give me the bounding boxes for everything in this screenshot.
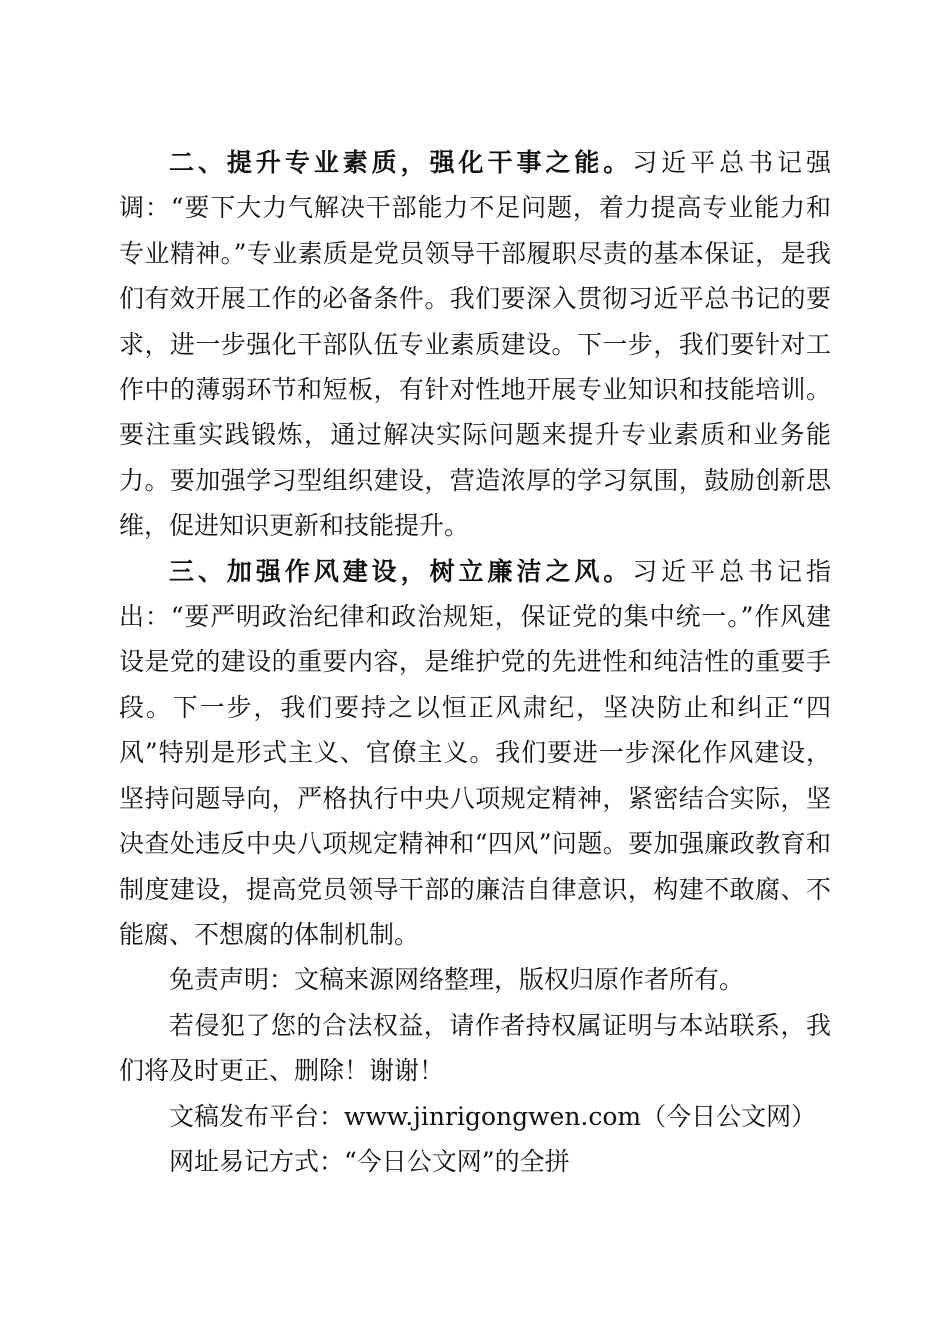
section-heading-two: 二、提升专业素质，强化干事之能。 — [169, 148, 633, 177]
paragraph-work-style — [119, 549, 831, 958]
disclaimer-line: 免责声明：文稿来源网络整理，版权归原作者所有。 — [169, 965, 745, 995]
paragraph-professional-quality — [119, 140, 831, 549]
paragraph-body-three: 习近平总书记指出：“要严明政治纪律和政治规矩，保证党的集中统一。”作风建设是党的建设的重要内容，是维护党的先进性和纯洁性的重要手段。下一步，我们要持之以恒正风肃纪，坚决防止和纠正“四风”特别是形式主义、官僚主义。我们要进一步深化作风建设，坚持问题导向，严格执行中央八项规定精神，紧密结合实际，坚决查处违反中央八项规定精神和“四风”问题。要加强廉政教育和制度建设，提高党员领导干部的廉洁自律意识，构建不敢腐、不能腐、不想腐的体制机制。 — [119, 556, 831, 949]
paragraph-body-two: 习近平总书记强调：“要下大力气解决干部能力不足问题，着力提高专业能力和专业精神。”专业素质是党员领导干部履职尽责的基本保证，是我们有效开展工作的必备条件。我们要深入贯彻习近平总书记的要求，进一步强化干部队伍专业素质建设。下一步，我们要针对工作中的薄弱环节和短板，有针对性地开展专业知识和技能培训。要注重实践锻炼，通过解决实际问题来提升专业素质和业务能力。要加强学习型组织建设，营造浓厚的学习氛围，鼓励创新思维，促进知识更新和技能提升。 — [119, 148, 831, 541]
platform-line: 文稿发布平台：www.jinrigongwen.com（今日公文网） — [169, 1101, 817, 1131]
document-body — [119, 140, 831, 1184]
infringement-line: 若侵犯了您的合法权益，请作者持权属证明与本站联系，我们将及时更正、删除！谢谢！ — [119, 1010, 831, 1086]
memo-line: 网址易记方式：“今日公文网”的全拼 — [169, 1146, 570, 1176]
footer-notice — [119, 957, 831, 1184]
section-heading-three: 三、加强作风建设，树立廉洁之风。 — [169, 556, 633, 586]
